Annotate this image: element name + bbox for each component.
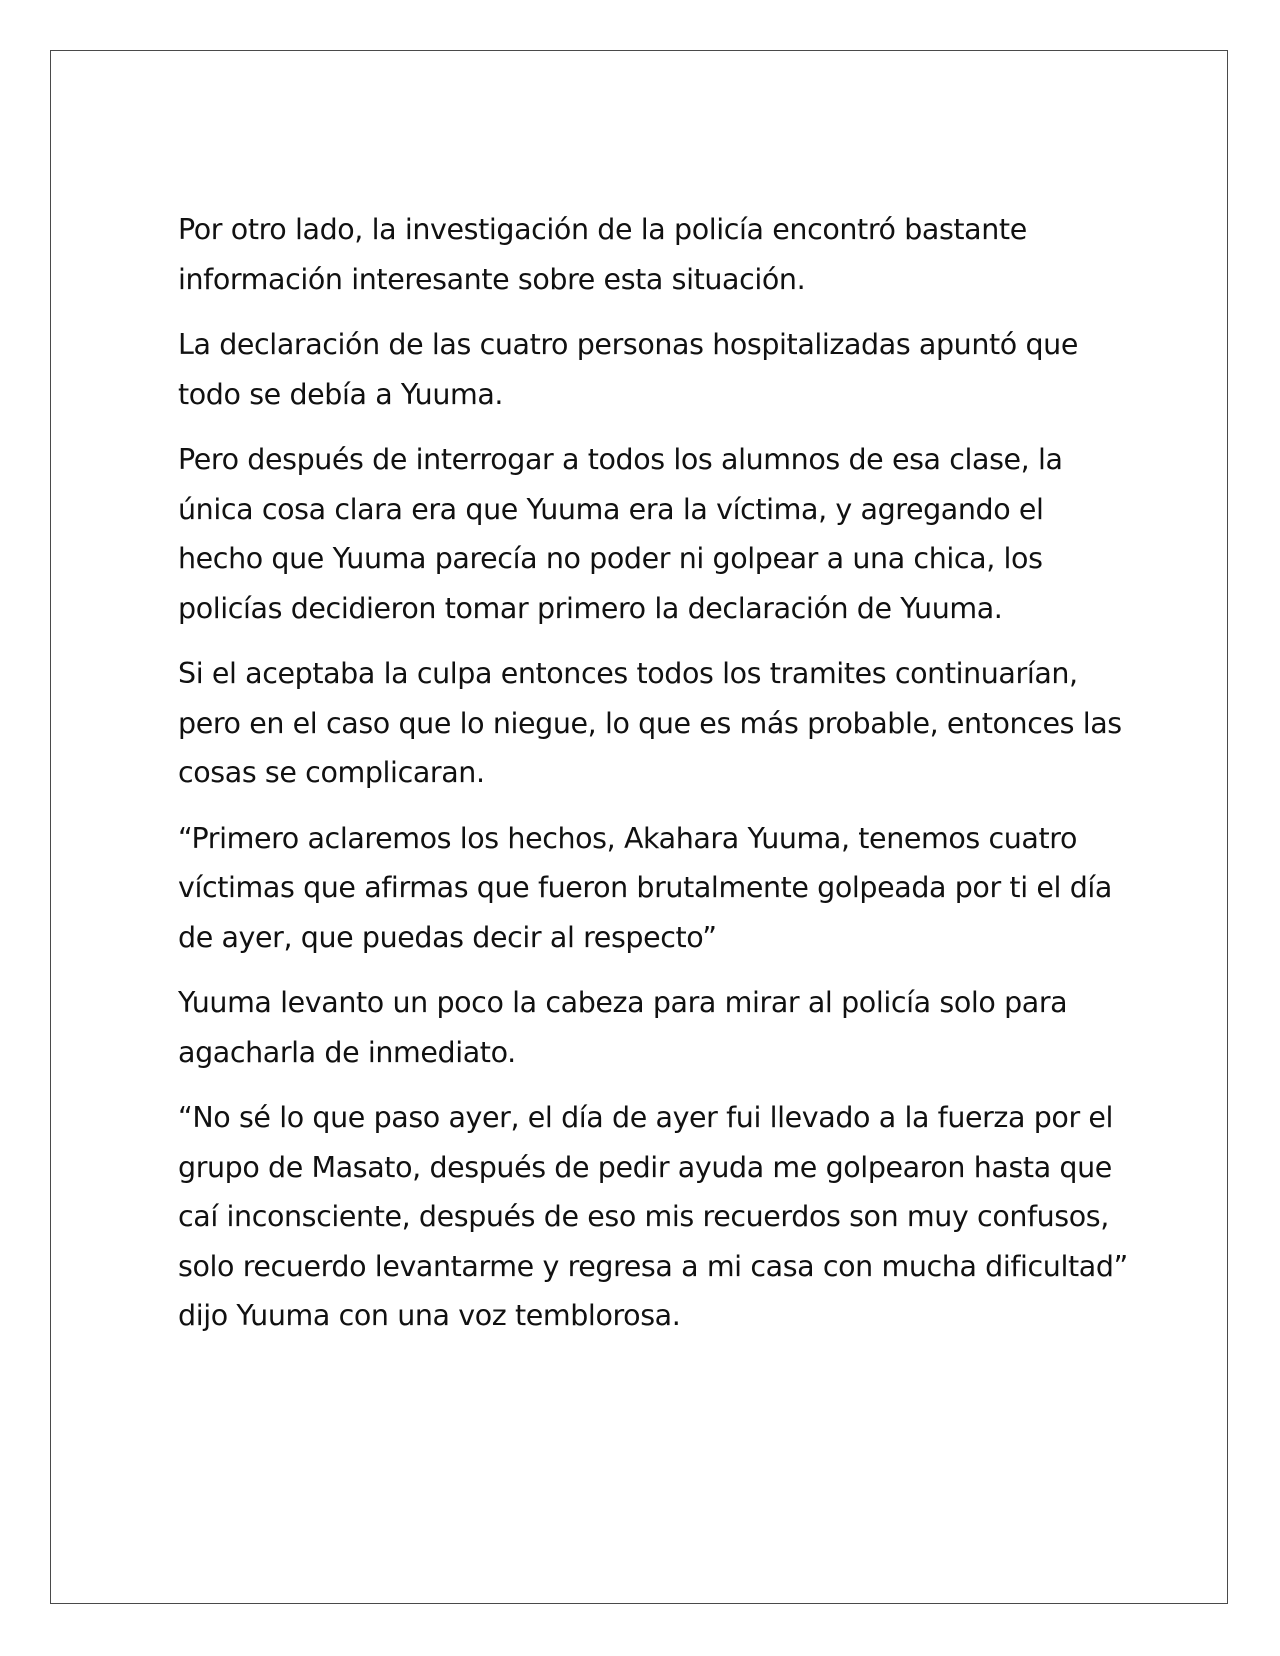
paragraph: Si el aceptaba la culpa entonces todos los tramites continuarían, pero en el caso que lo niegue, lo que es más probable, entonces las cosas se complicaran. (178, 657, 1122, 789)
paragraph: Por otro lado, la investigación de la policía encontró bastante información interesante sobre esta situación. (178, 213, 1027, 296)
document-body (178, 205, 1128, 1357)
paragraph: Yuuma levanto un poco la cabeza para mirar al policía solo para agacharla de inmediato. (178, 986, 1068, 1069)
paragraph: “No sé lo que paso ayer, el día de ayer fui llevado a la fuerza por el grupo de Masato, después de pedir ayuda me golpearon hasta que caí inconsciente, después de eso mis recuerdos son muy confusos, solo recuerdo levantarme y regresa a mi casa con mucha dificultad” dijo Yuuma con una voz temblorosa. (178, 1101, 1128, 1332)
paragraph: Pero después de interrogar a todos los alumnos de esa clase, la única cosa clara era que Yuuma era la víctima, y agregando el hecho que Yuuma parecía no poder ni golpear a una chica, los policías decidieron tomar primero la declaración de Yuuma. (178, 443, 1063, 625)
paragraph: “Primero aclaremos los hechos, Akahara Yuuma, tenemos cuatro víctimas que afirmas que fueron brutalmente golpeada por ti el día de ayer, que puedas decir al respecto” (178, 821, 1112, 954)
paragraph: La declaración de las cuatro personas hospitalizadas apuntó que todo se debía a Yuuma. (178, 328, 1078, 411)
